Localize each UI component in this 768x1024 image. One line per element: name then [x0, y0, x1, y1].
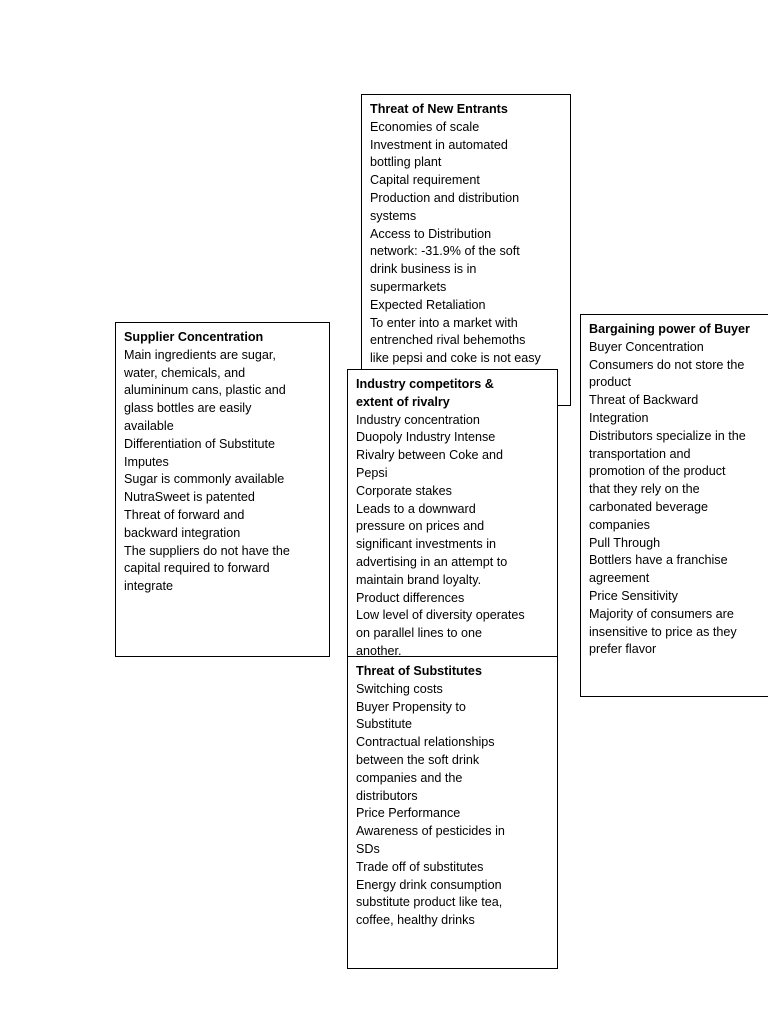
new-entrants-line: Production and distribution — [370, 190, 520, 205]
new-entrants-box — [361, 94, 571, 406]
rivalry-line: Industry concentration — [356, 412, 480, 427]
substitutes-line: coffee, healthy drinks — [356, 913, 475, 928]
substitutes-line: Awareness of pesticides in — [356, 824, 505, 839]
buyer-line: product — [589, 375, 632, 390]
substitutes-line: SDs — [356, 841, 380, 856]
rivalry-title: extent of rivalry — [356, 394, 450, 409]
substitutes-line: Trade off of substitutes — [356, 859, 484, 874]
substitutes-line: between the soft drink — [356, 752, 480, 767]
supplier-line: Sugar is commonly available — [124, 472, 285, 487]
substitutes-box — [347, 656, 558, 969]
supplier-line: integrate — [124, 579, 174, 594]
buyer-line: Buyer Concentration — [589, 339, 704, 354]
supplier-line: alumininum cans, plastic and — [124, 383, 286, 398]
new-entrants-line: Investment in automated — [370, 137, 508, 152]
buyer-title: Bargaining power of Buyer — [589, 322, 750, 336]
new-entrants-line: drink business is in — [370, 262, 477, 277]
new-entrants-line: Capital requirement — [370, 173, 480, 188]
rivalry-line: Corporate stakes — [356, 483, 452, 498]
supplier-line: water, chemicals, and — [124, 365, 246, 380]
rivalry-line: Pepsi — [356, 465, 388, 480]
buyer-line: Threat of Backward — [589, 393, 699, 408]
buyer-line: Majority of consumers are — [589, 606, 734, 621]
rivalry-line: significant investments in — [356, 537, 496, 552]
new-entrants-line: like pepsi and coke is not easy — [370, 351, 541, 366]
substitutes-line: substitute product like tea, — [356, 895, 503, 910]
rivalry-box — [347, 369, 558, 657]
supplier-line: Differentiation of Substitute — [124, 436, 275, 451]
buyer-line: agreement — [589, 571, 650, 586]
new-entrants-line: To enter into a market with — [370, 315, 518, 330]
supplier-line: backward integration — [124, 525, 241, 540]
rivalry-line: Product differences — [356, 590, 465, 605]
supplier-title: Supplier Concentration — [124, 330, 264, 344]
buyer-line: companies — [589, 517, 650, 532]
substitutes-line: distributors — [356, 788, 418, 803]
rivalry-line: Duopoly Industry Intense — [356, 430, 496, 445]
supplier-box — [115, 322, 330, 657]
supplier-line: Threat of forward and — [124, 507, 245, 522]
rivalry-line: Rivalry between Coke and — [356, 448, 504, 463]
buyer-line: Consumers do not store the — [589, 357, 745, 372]
new-entrants-line: entrenched rival behemoths — [370, 333, 526, 348]
substitutes-line: Energy drink consumption — [356, 877, 502, 892]
buyer-line: insensitive to price as they — [589, 624, 737, 639]
buyer-line: promotion of the product — [589, 464, 726, 479]
supplier-line: available — [124, 418, 174, 433]
buyer-line: prefer flavor — [589, 642, 657, 657]
rivalry-title: Industry competitors & — [356, 377, 494, 391]
substitutes-line: Buyer Propensity to — [356, 699, 466, 714]
rivalry-line: on parallel lines to one — [356, 626, 483, 641]
rivalry-line: Leads to a downward — [356, 501, 476, 516]
supplier-line: Imputes — [124, 454, 169, 469]
new-entrants-line: Expected Retaliation — [370, 297, 486, 312]
supplier-line: Main ingredients are sugar, — [124, 347, 276, 362]
buyer-line: Pull Through — [589, 535, 661, 550]
substitutes-title: Threat of Substitutes — [356, 664, 482, 678]
buyer-line: Distributors specialize in the — [589, 428, 746, 443]
buyer-line: carbonated beverage — [589, 499, 709, 514]
supplier-line: The suppliers do not have the — [124, 543, 290, 558]
new-entrants-title: Threat of New Entrants — [370, 102, 508, 116]
new-entrants-line: Economies of scale — [370, 119, 480, 134]
rivalry-line: pressure on prices and — [356, 519, 485, 534]
substitutes-line: Substitute — [356, 717, 413, 732]
new-entrants-line: supermarkets — [370, 279, 447, 294]
substitutes-line: Contractual relationships — [356, 735, 495, 750]
substitutes-line: Price Performance — [356, 806, 461, 821]
rivalry-line: Low level of diversity operates — [356, 608, 525, 623]
supplier-line: NutraSweet is patented — [124, 490, 255, 505]
buyer-line: Integration — [589, 410, 649, 425]
rivalry-line: maintain brand loyalty. — [356, 572, 482, 587]
new-entrants-line: Access to Distribution — [370, 226, 492, 241]
new-entrants-line: network: -31.9% of the soft — [370, 244, 520, 259]
new-entrants-line: bottling plant — [370, 155, 442, 170]
new-entrants-line: systems — [370, 208, 417, 223]
rivalry-line: advertising in an attempt to — [356, 554, 508, 569]
substitutes-line: Switching costs — [356, 681, 443, 696]
buyer-line: transportation and — [589, 446, 691, 461]
substitutes-line: companies and the — [356, 770, 463, 785]
buyer-line: Price Sensitivity — [589, 588, 678, 603]
buyer-line: Bottlers have a franchise — [589, 553, 728, 568]
supplier-line: glass bottles are easily — [124, 401, 252, 416]
buyer-box — [580, 314, 768, 697]
supplier-line: capital required to forward — [124, 561, 270, 576]
rivalry-line: another. — [356, 643, 402, 657]
buyer-line: that they rely on the — [589, 482, 700, 497]
